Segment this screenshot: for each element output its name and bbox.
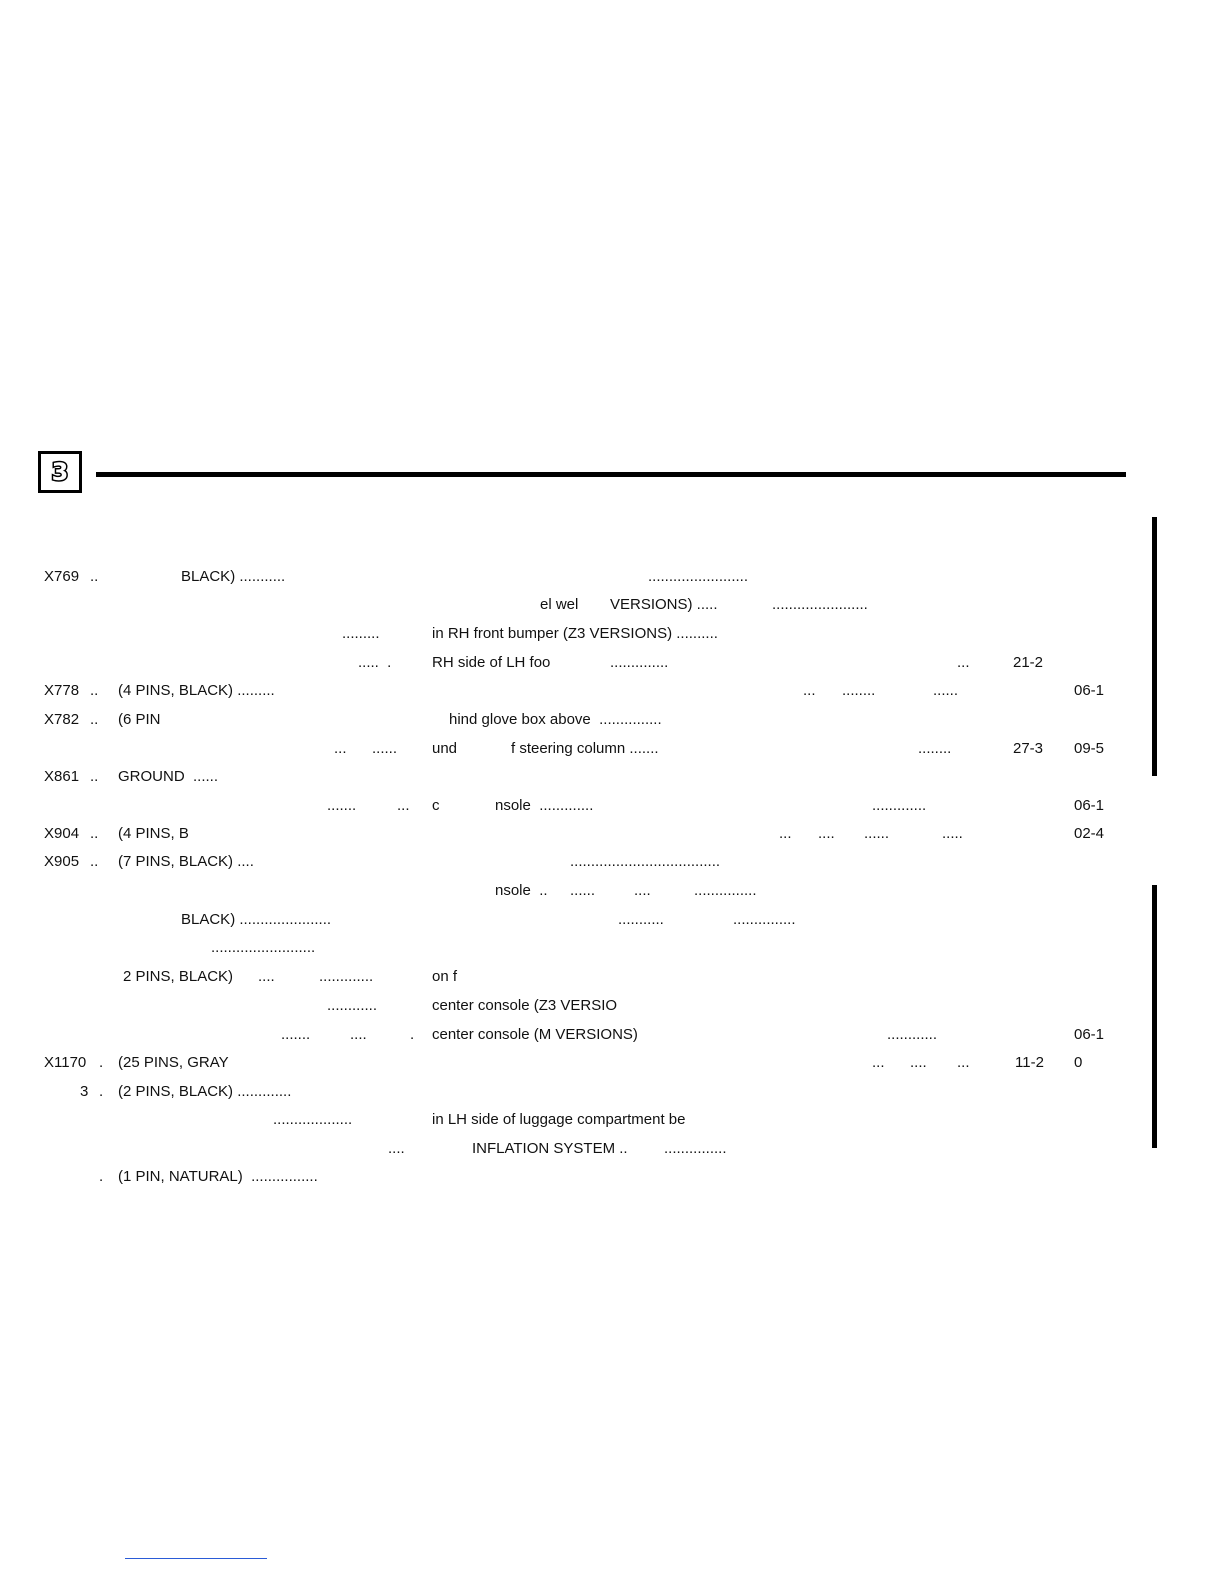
leader-dots: ............... — [733, 911, 796, 928]
leader-dots: .... — [910, 1054, 927, 1071]
connector-id: X782 — [44, 711, 80, 728]
connector-description: (4 PINS, B — [118, 825, 189, 842]
leader-dots: ...... — [864, 825, 890, 842]
connector-id: X904 — [44, 825, 80, 842]
page-reference: 06-1 — [1074, 1026, 1105, 1043]
index-row — [0, 1138, 1224, 1160]
leader-dots: .............. — [610, 654, 669, 671]
connector-description: (1 PIN, NATURAL) ................ — [118, 1168, 318, 1185]
leader-dots: ............. — [319, 968, 374, 985]
connector-description: BLACK) ...................... — [181, 911, 332, 928]
page-reference: 27-3 — [1013, 740, 1044, 757]
index-row — [0, 823, 1224, 845]
leader-dots: ............ — [327, 997, 378, 1014]
index-row — [0, 1109, 1224, 1131]
leader-dots: . — [99, 1168, 104, 1185]
header-rule — [96, 472, 1126, 477]
index-row — [0, 594, 1224, 616]
location-text: on f — [432, 968, 458, 985]
leader-dots: ... — [872, 1054, 885, 1071]
leader-dots: .. — [90, 853, 99, 870]
leader-dots: .. — [90, 711, 99, 728]
leader-dots: .... — [350, 1026, 367, 1043]
leader-dots: .. — [90, 825, 99, 842]
leader-dots: ... — [334, 740, 347, 757]
section-number-box — [46, 459, 74, 485]
leader-dots: ... — [803, 682, 816, 699]
page-reference: 11-2 — [1015, 1054, 1044, 1071]
leader-dots: ...... — [372, 740, 398, 757]
section-number-tab — [38, 451, 82, 493]
leader-dots: ... — [397, 797, 410, 814]
leader-dots: . — [410, 1026, 415, 1043]
leader-dots: .... — [634, 882, 651, 899]
leader-dots: ....... — [281, 1026, 311, 1043]
index-row — [0, 1081, 1224, 1103]
leader-dots: .... — [258, 968, 275, 985]
location-text: f steering column ....... — [511, 740, 659, 757]
leader-dots: ...... — [933, 682, 959, 699]
connector-description: 2 PINS, BLACK) — [123, 968, 234, 985]
leader-dots: ................... — [273, 1111, 353, 1128]
leader-dots: ......................... — [211, 939, 316, 956]
index-row — [0, 995, 1224, 1017]
page-reference: 02-4 — [1074, 825, 1105, 842]
connector-id: 3 — [80, 1083, 89, 1100]
connector-id: X778 — [44, 682, 80, 699]
index-row — [0, 1052, 1224, 1074]
section-number: 3 — [51, 458, 69, 486]
connector-id: X861 — [44, 768, 80, 785]
leader-dots: ............ — [887, 1026, 938, 1043]
location-text: INFLATION SYSTEM .. — [472, 1140, 628, 1157]
connector-description: (2 PINS, BLACK) ............. — [118, 1083, 292, 1100]
index-row — [0, 909, 1224, 931]
leader-dots: ............... — [694, 882, 757, 899]
location-text: in LH side of luggage compartment be — [432, 1111, 686, 1128]
connector-description: GROUND ...... — [118, 768, 219, 785]
connector-description: (6 PIN — [118, 711, 161, 728]
page-reference: 09-5 — [1074, 740, 1105, 757]
location-text: center console (Z3 VERSIO — [432, 997, 618, 1014]
index-row — [0, 1024, 1224, 1046]
location-text: center console (M VERSIONS) — [432, 1026, 638, 1043]
leader-dots: .. — [90, 682, 99, 699]
index-row — [0, 937, 1224, 959]
index-row — [0, 623, 1224, 645]
leader-dots: ....................... — [772, 596, 868, 613]
location-text: hind glove box above ............... — [449, 711, 662, 728]
leader-dots: .... — [388, 1140, 405, 1157]
leader-dots: ......... — [342, 625, 380, 642]
location-text: nsole .. — [495, 882, 548, 899]
connector-description: (7 PINS, BLACK) .... — [118, 853, 254, 870]
leader-dots: .... — [818, 825, 835, 842]
leader-dots: ... — [957, 654, 970, 671]
connector-id: X905 — [44, 853, 80, 870]
location-text: nsole ............. — [495, 797, 594, 814]
leader-dots: ........................ — [648, 568, 749, 585]
page-reference: 21-2 — [1013, 654, 1044, 671]
location-text: RH side of LH foo — [432, 654, 551, 671]
connector-description: BLACK) ........... — [181, 568, 286, 585]
leader-dots: ... — [957, 1054, 970, 1071]
index-row — [0, 738, 1224, 760]
leader-dots: ... — [779, 825, 792, 842]
page-reference: 06-1 — [1074, 797, 1105, 814]
index-row — [0, 680, 1224, 702]
leader-dots: ........ — [842, 682, 876, 699]
connector-description: (25 PINS, GRAY — [118, 1054, 229, 1071]
index-row — [0, 566, 1224, 588]
index-row — [0, 766, 1224, 788]
leader-dots: ...... — [570, 882, 596, 899]
leader-dots: ....... — [327, 797, 357, 814]
leader-dots: .. — [90, 768, 99, 785]
index-row — [0, 966, 1224, 988]
index-row — [0, 652, 1224, 674]
index-row — [0, 880, 1224, 902]
location-text: el wel — [540, 596, 579, 613]
connector-id: X769 — [44, 568, 80, 585]
index-row — [0, 795, 1224, 817]
index-row — [0, 1166, 1224, 1188]
location-text: c — [432, 797, 440, 814]
footer-link-underline[interactable] — [125, 1558, 267, 1559]
leader-dots: ..... . — [358, 654, 392, 671]
leader-dots: ............. — [872, 797, 927, 814]
leader-dots: ..... — [942, 825, 963, 842]
location-text: VERSIONS) ..... — [610, 596, 718, 613]
leader-dots: .................................... — [570, 853, 721, 870]
page-reference: 06-1 — [1074, 682, 1105, 699]
leader-dots: ........... — [618, 911, 664, 928]
leader-dots: ........ — [918, 740, 952, 757]
leader-dots: .. — [90, 568, 99, 585]
connector-description: (4 PINS, BLACK) ......... — [118, 682, 275, 699]
index-row — [0, 851, 1224, 873]
location-text: in RH front bumper (Z3 VERSIONS) .......... — [432, 625, 718, 642]
page-reference: 0 — [1074, 1054, 1083, 1071]
leader-dots: ............... — [664, 1140, 727, 1157]
location-text: und — [432, 740, 458, 757]
connector-id: X1170 — [44, 1054, 87, 1071]
index-row — [0, 709, 1224, 731]
leader-dots: . — [99, 1083, 104, 1100]
leader-dots: . — [99, 1054, 104, 1071]
